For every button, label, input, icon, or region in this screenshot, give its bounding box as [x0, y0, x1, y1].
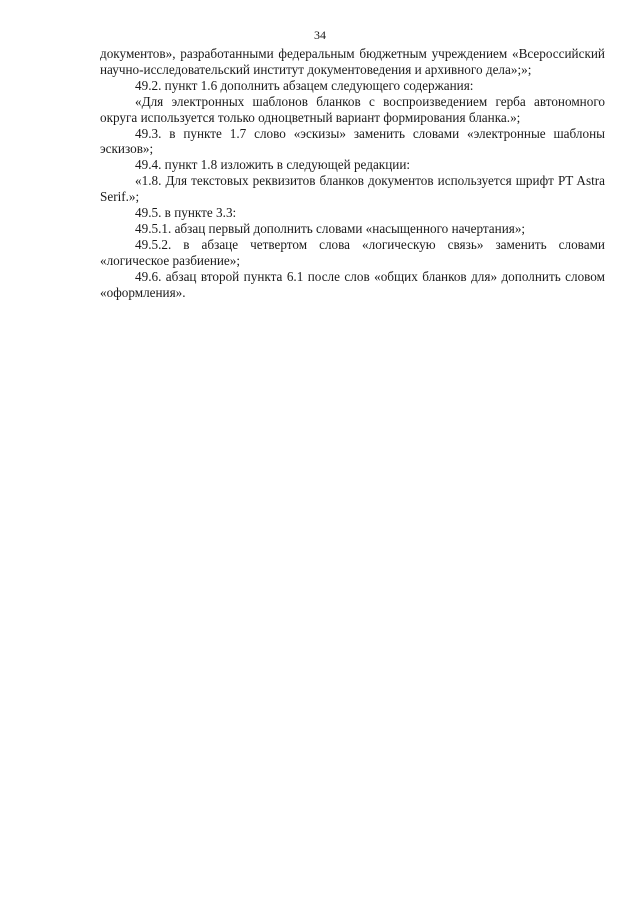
paragraph-49-5-1: 49.5.1. абзац первый дополнить словами «насыщенного начертания»;: [135, 220, 526, 236]
page-number: 34: [314, 28, 326, 42]
paragraph-49-5-2: 49.5.2. в абзаце четвертом слова «логическую связь» заменить словами «логическое разбиение»;: [100, 236, 605, 268]
paragraph-continuation: документов», разработанными федеральным бюджетным учреждением «Всероссийский научно-исследовательский институт документоведения и архивного дела»;»;: [100, 46, 605, 77]
paragraph-49-2: 49.2. пункт 1.6 дополнить абзацем следующего содержания:: [135, 77, 474, 93]
paragraph-49-4: 49.4. пункт 1.8 изложить в следующей редакции:: [135, 157, 411, 173]
document-body: [100, 46, 605, 301]
paragraph-49-3: 49.3. в пункте 1.7 слово «эскизы» заменить словами «электронные шаблоны эскизов»;: [100, 125, 605, 157]
paragraph-49-6: 49.6. абзац второй пункта 6.1 после слов «общих бланков для» дополнить словом «оформления».: [100, 268, 605, 300]
paragraph-49-5: 49.5. в пункте 3.3:: [135, 205, 237, 221]
paragraph-quote-1-8: «1.8. Для текстовых реквизитов бланков документов используется шрифт PT Astra Serif.»;: [100, 173, 605, 205]
paragraph-quote-1-6: «Для электронных шаблонов бланков с воспроизведением герба автономного округа используется только одноцветный вариант формирования бланка.»;: [100, 93, 605, 125]
